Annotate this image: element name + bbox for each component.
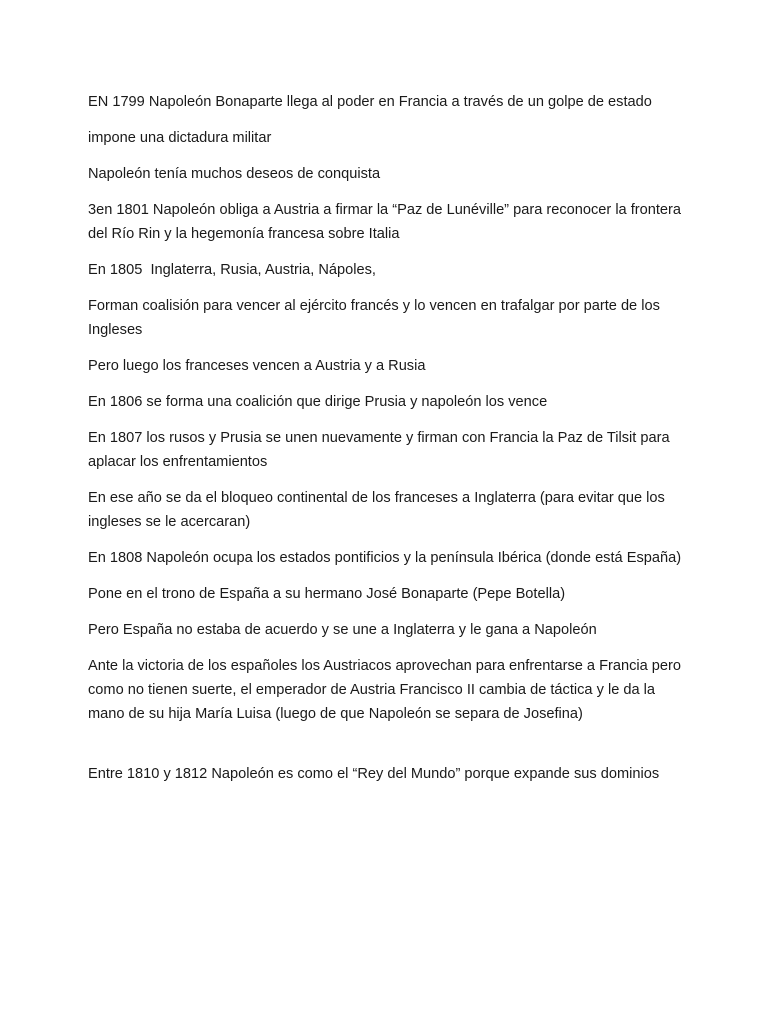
document-body xyxy=(88,90,688,798)
paragraph-12: Pone en el trono de España a su hermano José Bonaparte (Pepe Botella) xyxy=(88,586,566,602)
paragraph-9: En 1807 los rusos y Prusia se unen nuevamente y firman con Francia la Paz de Tilsit para aplacar los enfrentamientos xyxy=(88,430,670,470)
paragraph-1: EN 1799 Napoleón Bonaparte llega al poder en Francia a través de un golpe de estado xyxy=(88,94,652,110)
paragraph-10: En ese año se da el bloqueo continental de los franceses a Inglaterra (para evitar que los ingleses se le acercaran) xyxy=(88,490,665,530)
paragraph-6: Forman coalisión para vencer al ejército francés y lo vencen en trafalgar por parte de los Ingleses xyxy=(88,298,660,338)
paragraph-15: Entre 1810 y 1812 Napoleón es como el “Rey del Mundo” porque expande sus dominios xyxy=(88,766,660,782)
paragraph-7: Pero luego los franceses vencen a Austria y a Rusia xyxy=(88,358,426,374)
paragraph-14: Ante la victoria de los españoles los Austriacos aprovechan para enfrentarse a Francia pero como no tienen suerte, el emperador de Austria Francisco II cambia de táctica y le da la mano de su hija María Luisa (luego de que Napoleón se separa de Josefina) xyxy=(88,658,682,722)
paragraph-11: En 1808 Napoleón ocupa los estados pontificios y la península Ibérica (donde está España) xyxy=(88,550,682,566)
paragraph-8: En 1806 se forma una coalición que dirige Prusia y napoleón los vence xyxy=(88,394,548,410)
paragraph-3: Napoleón tenía muchos deseos de conquista xyxy=(88,166,381,182)
paragraph-13: Pero España no estaba de acuerdo y se une a Inglaterra y le gana a Napoleón xyxy=(88,622,597,638)
paragraph-2: impone una dictadura militar xyxy=(88,130,272,146)
paragraph-5: En 1805 Inglaterra, Rusia, Austria, Nápoles, xyxy=(88,262,376,278)
paragraph-4: 3en 1801 Napoleón obliga a Austria a firmar la “Paz de Lunéville” para reconocer la frontera del Río Rin y la hegemonía francesa sobre Italia xyxy=(88,202,682,242)
